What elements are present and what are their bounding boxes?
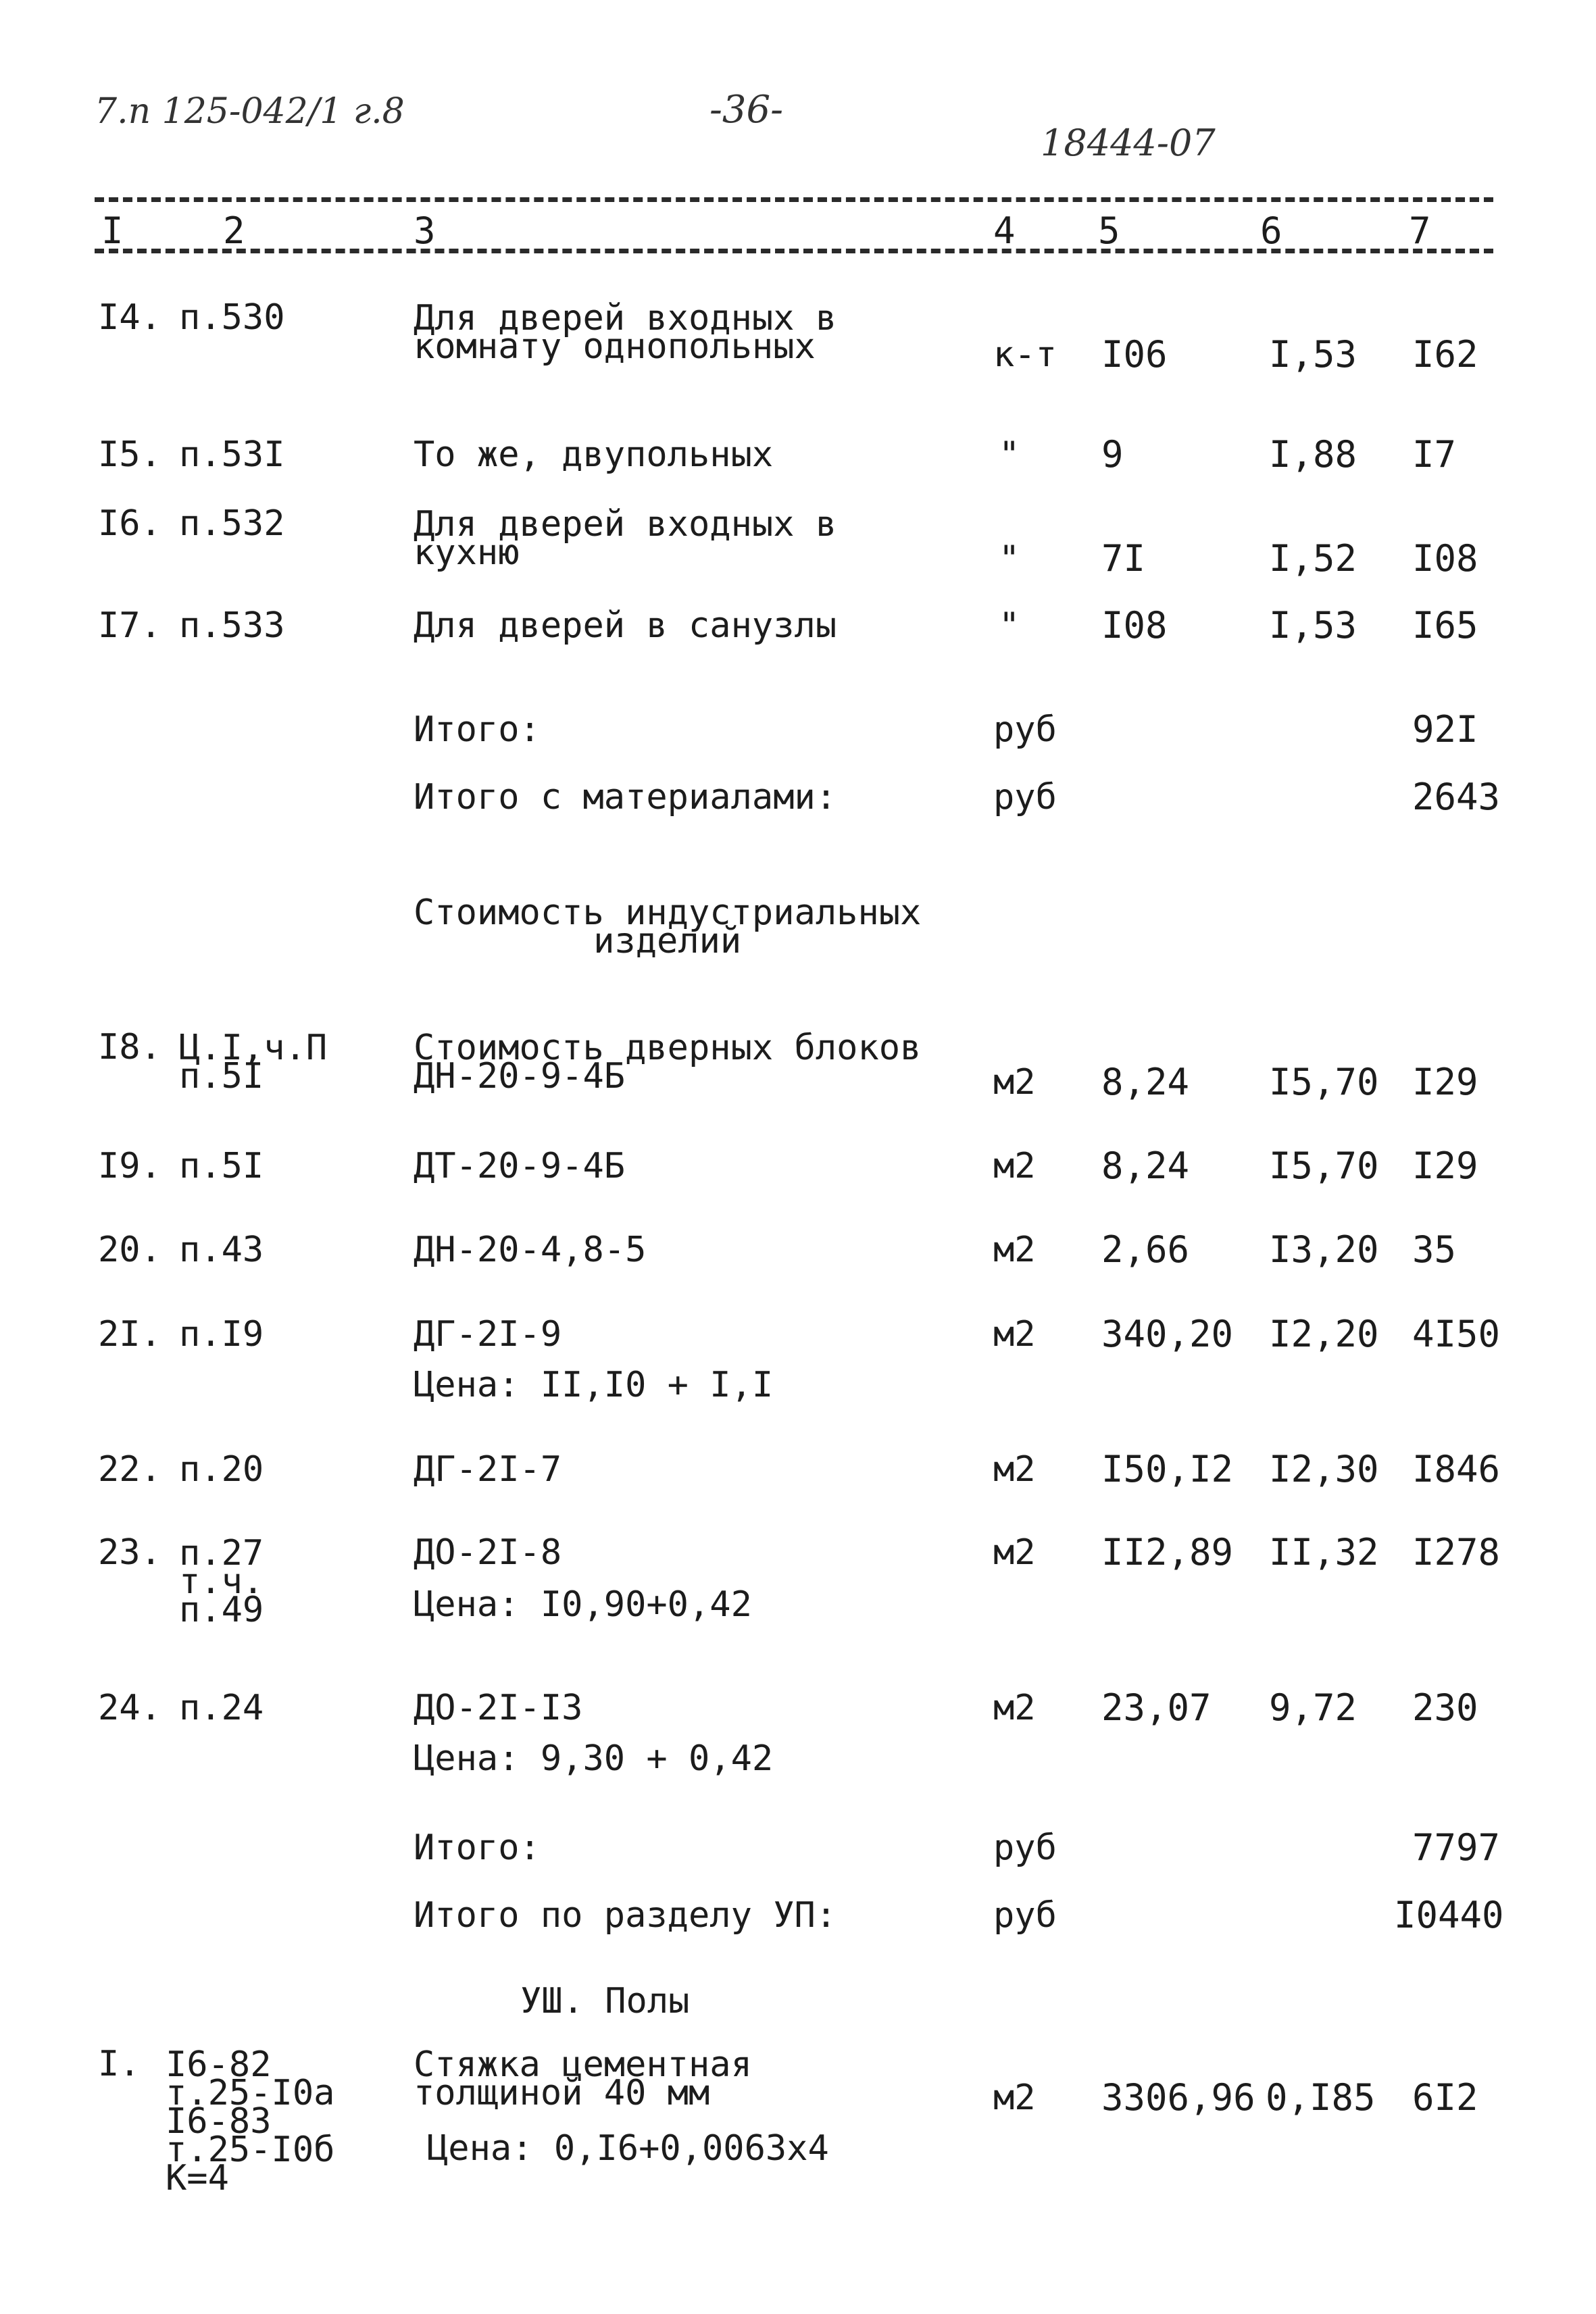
row-number: I8. xyxy=(98,1027,161,1067)
row-total: I29 xyxy=(1412,1061,1478,1103)
doc-reference: 7.п 125-042/1 г.8 xyxy=(95,91,405,132)
row-total: I65 xyxy=(1412,604,1478,647)
subtotal-label: Итого: xyxy=(414,709,541,750)
row-quantity: 8,24 xyxy=(1101,1145,1190,1187)
subtotal-label: Итого: xyxy=(414,1828,541,1868)
row-unit: " xyxy=(999,605,1020,646)
row-description: ДН-20-4,8-5 xyxy=(414,1230,647,1270)
row-price-note: Цена: 0,I6+0,0063х4 xyxy=(427,2128,829,2169)
col-header-2: 2 xyxy=(223,209,245,252)
row-price: I3,20 xyxy=(1269,1228,1379,1271)
row-number: I. xyxy=(98,2044,141,2084)
row-total: 35 xyxy=(1412,1228,1457,1271)
row-price: 0,I85 xyxy=(1266,2076,1376,2119)
row-total: I278 xyxy=(1412,1531,1501,1574)
row-quantity: 23,07 xyxy=(1101,1686,1212,1729)
row-number: 20. xyxy=(98,1230,161,1270)
row-price: 9,72 xyxy=(1269,1686,1357,1729)
row-description: Для дверей в санузлы xyxy=(414,605,837,646)
row-reference: Ц.I,ч.П п.5I xyxy=(179,1028,328,1097)
row-number: 23. xyxy=(98,1532,161,1573)
header-rule-top xyxy=(95,197,1493,202)
section-total-label: Итого по разделу УП: xyxy=(414,1895,837,1936)
row-unit: м2 xyxy=(993,2078,1036,2118)
row-price: II,32 xyxy=(1269,1531,1379,1574)
row-number: 2I. xyxy=(98,1314,161,1355)
row-quantity: I50,I2 xyxy=(1101,1448,1234,1490)
row-reference: п.43 xyxy=(179,1230,264,1270)
subtotal-value: 2643 xyxy=(1412,776,1501,818)
subtotal-value: 7797 xyxy=(1412,1826,1501,1869)
row-unit: м2 xyxy=(993,1688,1036,1728)
col-header-1: I xyxy=(101,209,124,252)
row-reference: п.20 xyxy=(179,1449,264,1490)
row-description: Стяжка цементная толщиной 40 мм xyxy=(414,2044,752,2113)
row-unit: м2 xyxy=(993,1532,1036,1573)
row-total: 4I50 xyxy=(1412,1313,1501,1355)
row-description: ДТ-20-9-4Б xyxy=(414,1146,626,1186)
row-quantity: 9 xyxy=(1101,433,1124,476)
row-description: ДГ-2I-9 xyxy=(414,1314,562,1355)
row-quantity: 3306,96 xyxy=(1101,2076,1255,2119)
row-number: I7. xyxy=(98,605,161,646)
section-total-value: I0440 xyxy=(1394,1894,1504,1936)
row-reference: п.53I xyxy=(179,434,285,475)
row-reference: п.27 т.ч. п.49 xyxy=(179,1533,264,1630)
row-quantity: II2,89 xyxy=(1101,1531,1234,1574)
row-description: ДГ-2I-7 xyxy=(414,1449,562,1490)
row-unit: " xyxy=(999,538,1020,579)
row-description: Стоимость дверных блоков ДН-20-9-4Б xyxy=(414,1028,922,1097)
subtotal-unit: руб xyxy=(993,1828,1057,1868)
row-quantity: I06 xyxy=(1101,333,1168,376)
col-header-5: 5 xyxy=(1098,209,1120,252)
row-unit: к-т xyxy=(993,334,1057,375)
row-number: 22. xyxy=(98,1449,161,1490)
row-unit: м2 xyxy=(993,1062,1036,1103)
row-quantity: 8,24 xyxy=(1101,1061,1190,1103)
col-header-3: 3 xyxy=(414,209,436,252)
page-number: -36- xyxy=(709,88,784,132)
header-rule-bottom xyxy=(95,249,1493,253)
row-reference: п.533 xyxy=(179,605,285,646)
row-price: I5,70 xyxy=(1269,1061,1379,1103)
subtotal-unit: руб xyxy=(993,777,1057,818)
row-price-note: Цена: II,I0 + I,I xyxy=(414,1365,774,1405)
row-number: I6. xyxy=(98,503,161,544)
row-description: То же, двупольных xyxy=(414,434,774,475)
row-unit: м2 xyxy=(993,1230,1036,1270)
row-unit: м2 xyxy=(993,1449,1036,1490)
row-reference: п.530 xyxy=(179,297,285,338)
col-header-4: 4 xyxy=(993,209,1016,252)
row-number: I9. xyxy=(98,1146,161,1186)
archive-number: 18444-07 xyxy=(1041,122,1216,164)
row-reference: п.24 xyxy=(179,1688,264,1728)
row-price: I,53 xyxy=(1269,333,1357,376)
row-reference: п.532 xyxy=(179,503,285,544)
row-price: I5,70 xyxy=(1269,1145,1379,1187)
row-quantity: I08 xyxy=(1101,604,1168,647)
col-header-6: 6 xyxy=(1260,209,1282,252)
row-price-note: Цена: I0,90+0,42 xyxy=(414,1584,752,1625)
row-description: Для дверей входных в комнату однопольных xyxy=(414,298,837,367)
subtotal-label: Итого с материалами: xyxy=(414,777,837,818)
row-price: I,88 xyxy=(1269,433,1357,476)
row-quantity: 2,66 xyxy=(1101,1228,1190,1271)
section-total-unit: руб xyxy=(993,1895,1057,1936)
col-header-7: 7 xyxy=(1409,209,1431,252)
section-heading: УШ. Полы xyxy=(520,1981,690,2021)
row-price: I2,30 xyxy=(1269,1448,1379,1490)
row-price: I2,20 xyxy=(1269,1313,1379,1355)
row-number: I4. xyxy=(98,297,161,338)
row-price-note: Цена: 9,30 + 0,42 xyxy=(414,1738,774,1779)
row-description: Для дверей входных в кухню xyxy=(414,504,837,573)
row-quantity: 340,20 xyxy=(1101,1313,1234,1355)
row-quantity: 7I xyxy=(1101,537,1146,580)
row-price: I,52 xyxy=(1269,537,1357,580)
row-reference: п.I9 xyxy=(179,1314,264,1355)
row-number: 24. xyxy=(98,1688,161,1728)
row-number: I5. xyxy=(98,434,161,475)
row-total: I08 xyxy=(1412,537,1478,580)
row-total: I846 xyxy=(1412,1448,1501,1490)
row-unit: " xyxy=(999,434,1020,475)
row-description: ДО-2I-8 xyxy=(414,1532,562,1573)
row-price: I,53 xyxy=(1269,604,1357,647)
row-unit: м2 xyxy=(993,1146,1036,1186)
row-description: ДО-2I-I3 xyxy=(414,1688,583,1728)
row-total: 230 xyxy=(1412,1686,1478,1729)
row-total: 6I2 xyxy=(1412,2076,1478,2119)
row-total: I29 xyxy=(1412,1145,1478,1187)
row-total: I7 xyxy=(1412,433,1457,476)
row-unit: м2 xyxy=(993,1314,1036,1355)
subtotal-value: 92I xyxy=(1412,708,1478,751)
row-reference: I6-82 т.25-I0а I6-83 т.25-I0б К=4 xyxy=(166,2044,335,2198)
row-total: I62 xyxy=(1412,333,1478,376)
row-reference: п.5I xyxy=(179,1146,264,1186)
subtotal-unit: руб xyxy=(993,709,1057,750)
section-heading: Стоимость индустриальных изделий xyxy=(414,892,922,961)
